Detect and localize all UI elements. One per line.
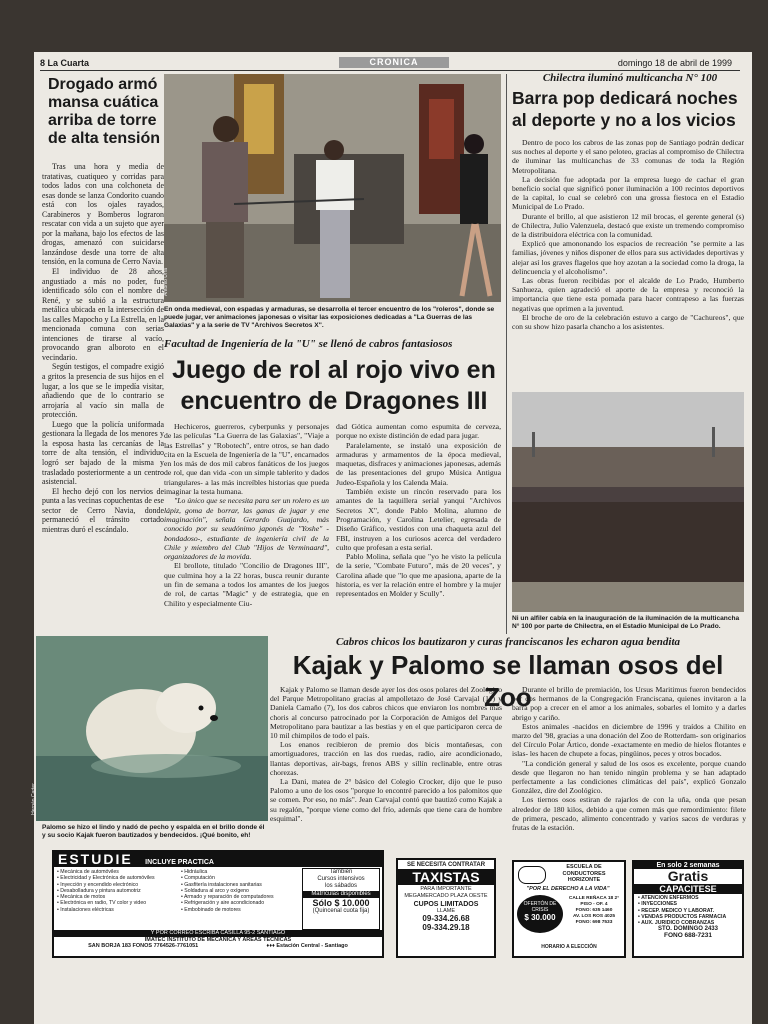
ad-estudie-box-line: También [329, 869, 353, 875]
chilectra-paragraph: Dentro de poco los cabros de las zonas pop de Santiago podrán dedicar sus noches al deporte y el sano peloteo, gracias al compromiso de Chilectra de iluminar las multicanchas de 33 comunas de toda la Región Metropolitana. [512, 138, 744, 175]
osos-col1 [270, 685, 502, 823]
ad-estudie [52, 850, 384, 958]
osos-paragraph: Los tiernos osos estiran de rajarlos de con la uña, onda que pesan alrededor de 180 kilos, debido a que comen más que remordimiento: filete de primera, pescado, alimento concentrado y varios sacos de verduras y frutas de la estación. [512, 795, 746, 833]
left-story-paragraph: El individuo de 28 años, angustiado a más no poder, fue identificado sólo con el nombre de René, y se subió a la estructura metálica ubicada en la intersección de las calles Mapocho y La Estrella, en la mencionada comuna con serias intenciones de tirarse al vacío, provocando gran alboroto en el vecindario. [42, 267, 164, 362]
dragones-paragraph: dad Gótica aumentan como espumita de cerveza, porque no existe distinción de edad para jugar. [336, 422, 501, 441]
ad-estudie-box-line: Sólo $ 10.000 [312, 897, 370, 908]
ad-estudie-item: • Mecánica de motos [57, 894, 106, 901]
ad-horizonte-offer-badge [517, 895, 563, 933]
ad-gratis-item: • ATENCION ENFERMOS [638, 895, 699, 901]
osos-paragraph: Estos animales -nacidos en diciembre de 1996 y traídos a Chilito en marzo del '98, gracias a una donación del Zoo de Rotterdam- son originarios del Círculo Polar Ártico, donde -exactamente en medio de hielos flotantes e islas- les hacen de chupete a focas, pingüinos, peces y otros bocados. [512, 721, 746, 759]
osos-col2 [512, 685, 746, 832]
ad-taxistas [396, 858, 496, 958]
ad-gratis-title: Gratis [667, 868, 709, 884]
ad-horizonte-title: ESCUELA DE CONDUCTORES HORIZONTE [562, 864, 606, 883]
dragones-col1 [164, 422, 329, 608]
medieval-photo-credit: Antonio Urra [163, 267, 170, 297]
ad-gratis-line: En solo 2 semanas [634, 862, 742, 869]
header-rule [40, 70, 740, 71]
ad-horizonte-price: $ 30.000 [524, 913, 556, 922]
ad-gratis-item: • RECEP. MEDICO Y LABORAT. [638, 907, 715, 914]
ad-estudie-item: • Gasfitería instalaciones sanitarias [181, 881, 262, 888]
stadium-crowd-photo [512, 392, 744, 612]
ad-estudie-subtitle: INCLUYE PRACTICA [145, 859, 214, 866]
ad-horizonte-footer: HORARIO A ELECCIÓN [541, 944, 597, 950]
newspaper-page [30, 52, 752, 1024]
ad-horizonte-address: AV. LOS ROS 4025 [572, 914, 616, 919]
ad-estudie-box-line: Cursos intensivos [317, 876, 365, 883]
chilectra-paragraph: Las obras fueron recibidas por el alcalde de Lo Prado, Humberto Sanhueza, quien agradeció el aporte de la empresa y reconoció la importancia que tiene esta pomada para hacer contrapeso a las fuerzas negativas que oprimen a la juventud. [512, 276, 744, 313]
page-header [34, 56, 752, 70]
ad-horizonte-offer: OFERTÓN DE CRISIS [523, 901, 557, 913]
left-story-headline: Drogado armó mansa cuática arriba de torre de alta tensión [48, 76, 161, 147]
ad-estudie-footer: SAN BORJA 183 FONOS 7764526-7761051 [88, 943, 199, 949]
polar-bear-image [36, 636, 268, 821]
dragones-paragraph: "Lo único que se necesita para ser un rolero es un lápiz, goma de borrar, las ganas de jugar y ene imaginación", señala Gerardo Guajardo, más conocido por su seudónimo japonés de "Yoshe" -bondadoso-, estudiante de ingeniería civil de la Chile y miembro del Club "Hijos de Verminaard", organizadores de la movida. [164, 496, 329, 562]
ad-taxistas-phone: 09-334.29.18 [422, 923, 470, 932]
ad-estudie-box [302, 868, 380, 930]
column-divider [506, 74, 507, 634]
dragones-paragraph: También existe un rincón reservado para los amantes de la taquillera serial yanqui "Archivos Secretos X", donde Pablo Molina, alumno de Programación, y Carolina Letelier, egresada de Diseño Gráfico, vestidos con una chaqueta azul del FBI, instruyen a los curiosos acerca del verdadero culto que profesan a esta serial. [336, 487, 501, 552]
ad-taxistas-phone: 09-334.26.68 [422, 914, 470, 923]
ad-gratis-item: • VENDAS PRODUCTOS FARMACIA [638, 913, 727, 920]
dragones-headline: Juego de rol al rojo vivo en encuentro de Dragones III [172, 356, 496, 415]
bear-photo-credit: Hernán Carter [30, 783, 37, 815]
dragones-paragraph: Pablo Molina, señala que "yo he visto la película de la serie, "Combate Futuro", más de 20 veces", y Carolina añade que "lo que me apasiona, aparte de la historia, es ver la relación entre el hombre y la mujer representados en Molder y Scully". [336, 552, 501, 599]
chilectra-body [512, 138, 744, 331]
ad-gratis [632, 860, 744, 958]
ad-gratis-line: CAPACITESE [634, 884, 742, 894]
medieval-photo-caption: En onda medieval, con espadas y armaduras, se desarrolla el tercer encuentro de los "roleros", donde se puede jugar, ver animaciones japonesas o visitar las exposiciones dedicadas a "La Guerras de las Galaxias" y a la serie de TV "Archivos Secretos X". [164, 306, 495, 329]
ad-gratis-phone: FONO 688-7231 [663, 932, 713, 940]
chilectra-paragraph: Explicó que amononando los espacios de recreación "se permite a las familias, jóvenes y niños disponer de ellos para sus actividades deportivas y alejar así los graves flagelos que hoy azotan a la sociedad como la droga, la delincuencia y el alcoholismo". [512, 239, 744, 276]
chilectra-headline: Barra pop dedicará noches al deporte y no a los vicios [512, 88, 738, 130]
ad-estudie-item: • Electricidad y Electrónica de automóviles [57, 875, 155, 882]
ad-taxistas-title: TAXISTAS [398, 869, 494, 885]
osos-paragraph: La Dani, matea de 2° básico del Colegio Crocker, dijo que le puso Palomo a uno de los osos "porque lo encontré parecido a los palomitos que se comen. Por eso, no más". Jean Carvajal contó que bautizó como Kajak a su regalón, "porque viene como del frío, además que tiene cara de hombre esquimal". [270, 777, 502, 823]
ad-estudie-item: • Electrónica en radio, TV color y video [57, 900, 147, 907]
ad-estudie-footer: IMATEC INSTITUTO DE MECANICA Y AREAS TECNICAS [144, 936, 292, 943]
ad-estudie-item: • Soldadura al arco y oxígeno [181, 887, 249, 894]
ad-horizonte-phone: FONO: 635 1460 [575, 908, 613, 913]
ad-estudie-item: • Embobinado de motores [181, 906, 241, 913]
ad-estudie-item: • Hidráulica [181, 869, 208, 875]
ad-horizonte-slogan: "POR EL DERECHO A LA VIDA" [526, 886, 610, 892]
dragones-paragraph: Hechiceros, guerreros, cyberpunks y personajes de las películas "La Guerra de las Galaxias", "Viaje a las Estrellas" y "Robotech", entre otros, se han dado cita en la Escuela de Ingeniería de la "U", encarnados en los más de dos mil cabros fanáticos de los juegos de rol, que dan vida -con un simple tablerito y dados triangulares- a las más increíbles historias que pueda imaginar la testa humana. [164, 422, 329, 497]
ad-estudie-title: ESTUDIE [58, 851, 133, 867]
ad-estudie-item: • Armado y reparación de computadores [181, 894, 274, 901]
osos-paragraph: Durante el brillo de premiación, los Ursus Maritimus fueron bendecidos por dos hermanos de la Congregación Franciscana, quienes invitaron a la barra pop a crecer en el amor a los animales, sobarles el lomito y a darles abrigo y cariño. [512, 685, 746, 722]
medieval-photo [164, 74, 501, 302]
ad-estudie-item: • Desabolladura y pintura automotriz [57, 887, 141, 894]
osos-paragraph: Los enanos recibieron de premio dos bicis montañesas, con amortiguadores, tracción en las dos ruedas, radio, aire acondicionado, llantas deportivas, air-bags, frenos ABS y sillín reclinable, entre otras chorezas. [270, 740, 502, 777]
ad-estudie-footer: ♦♦♦ Estación Central - Santiago [266, 943, 348, 949]
osos-paragraph: Kajak y Palomo se llaman desde ayer los dos osos polares del Zoológico del Parque Metropolitano gracias al ampolletazo de José Carvajal (11) y Daniela Camaño (7), los dos cabros chicos que enviaron los nombres más choris al concurso patrocinado por la Corporación de Amigos del Parque Metropolitano para bautizar a las bestias y en el que participaron cerca de 10 mil chimpilos de todo el país. [270, 685, 502, 741]
ad-taxistas-line: CUPOS LIMITADOS [413, 901, 479, 908]
polar-bear-photo [30, 636, 268, 821]
dragones-paragraph: Paralelamente, se instaló una exposición de armaduras y armamentos de la época medieval, maquetas, disfraces y animaciones japonesas, además de las presentaciones del grupo Música Antigua Judeo-Española y los Calenda Maia. [336, 440, 502, 487]
car-icon [518, 866, 546, 884]
ad-taxistas-line: SE NECESITA CONTRATAR [406, 862, 486, 868]
ad-estudie-box-line: Matrículas disponibles [303, 891, 379, 898]
ad-taxistas-line: LLAME [436, 908, 456, 914]
ad-estudie-item: • Instalaciones eléctricas [57, 906, 114, 913]
ad-horizonte-phone: FONO: 698 7533 [575, 920, 613, 925]
dragones-col2 [336, 422, 501, 599]
section-label: CRONICA [339, 57, 449, 68]
chilectra-kicker: Chilectra iluminó multicancha N° 100 [542, 72, 718, 84]
stadium-photo-caption: Ni un alfiler cabía en la inauguración de la iluminación de la multicancha N° 100 por parte de Chilectra, en el Estadio Municipal de Lo Prado. [512, 615, 740, 630]
left-story-paragraph: Según testigos, el compadre exigió a gritos la presencia de sus hijos en el lugar, a los que se le impedía visitar, añadiendo que de lo contrario se arrojaría al vacío sin malla de protección. [42, 362, 164, 420]
stadium-crowd-image [512, 392, 744, 612]
ad-estudie-box-line: (Quincenal cuota fija) [312, 907, 370, 914]
ad-horizonte [512, 860, 626, 958]
dragones-kicker: Facultad de Ingeniería de la "U" se llenó de cabros fantasiosos [164, 338, 453, 350]
osos-headline: Kajak y Palomo se llaman osos del Zoo [292, 650, 724, 712]
chilectra-paragraph: La decisión fue adoptada por la empresa luego de cachar el gran beneficio social que significó poner iluminación a 100 recintos deportivos de la capital, lo cual se celebró con una grossa fiestoca en el Estadio Municipal de Lo Prado. [512, 174, 744, 212]
page-number: 8 La Cuarta [40, 58, 90, 68]
ad-gratis-item: • INYECCIONES [638, 901, 677, 908]
chilectra-paragraph: Durante el brillo, al que asistieron 12 mil brocas, el gerente general (s) de Chilectra, Julio Valenzuela, destacó que existe un tremendo compromiso de la distribuidora eléctrica con la comunidad. [512, 211, 744, 240]
ad-estudie-item: • Computación [181, 875, 215, 882]
osos-paragraph: "La condición general y salud de los osos es excelente, porque cuando desde que llegaron no han tenido ningún problema y se han adaptado perfectamente a las condiciones climáticas del país", explicó Gonzalo González, dire del Zoológico. [512, 758, 746, 796]
ad-estudie-box-line: los sábados [324, 883, 358, 890]
ad-estudie-footer: Y POR CORREO ESCRIBA CASILLA 95-2 SANTIAGO [54, 930, 382, 937]
ad-estudie-item: • Refrigeración y aire acondicionado [181, 900, 265, 907]
chilectra-paragraph: El broche de oro de la celebración estuvo a cargo de "Cachureos", que con su show hizo pasarla chancho a los asistentes. [512, 312, 744, 332]
ad-taxistas-line: PARA IMPORTANTE MEGAMERCADO PLAZA OESTE [404, 886, 488, 899]
left-story-paragraph: Tras una hora y media de tratativas, cuatiqueo y corridas para todos lados con una colchoneta de esas donde se lanza Condorito cuando está con los ojales rayados, Carabineros y Bomberos lograron rescatar con vida a un sujeto que ayer por la mañana, bajo los efectos de las drogas, amenazó con suicidarse lanzándose desde una torre de alta tensión, en la comuna de Cerro Navia. [42, 162, 164, 267]
left-story-paragraph: Luego que la policía uniformada gestionara la llegada de los menores y la esposa hasta las cercanías de la torre de alta tensión, el individuo logró ser bajado de la misma y trasladado posteriormente a un centro asistencial. [42, 419, 164, 487]
ad-estudie-item: • Mecánica de automóviles [57, 869, 119, 875]
osos-kicker: Cabros chicos los bautizaron y curas franciscanos les echaron agua bendita [335, 636, 681, 648]
issue-date: domingo 18 de abril de 1999 [617, 58, 732, 68]
dragones-paragraph: El brollote, titulado "Concilio de Dragones III", que culmina hoy a la 22 horas, busca reunir durante un fin de semana a todos los amantes de los juegos de rol, de cartas "Magic" y de estrategia, que en Chilito y especialmente Ciu- [164, 561, 329, 608]
left-story-paragraph: El hecho dejó con los nervios de punta a las vecinas copuchentas de ese sector de Cerro Navia, donde permaneció el tránsito cortado mientras duró el escándalo. [42, 486, 164, 534]
ad-horizonte-address: CALLE REÑACA 18 2° PISO - OF. 4 [568, 896, 620, 907]
medieval-photo-image [164, 74, 501, 302]
polar-bear-caption: Palomo se hizo el lindo y nadó de pecho y espalda en el brillo donde él y su socio Kajak fueron bautizados y bendecidos. ¡Qué bonito, eh! [42, 824, 265, 839]
ad-gratis-address: STO. DOMINGO 2433 [658, 926, 718, 933]
ad-gratis-item: • AUX. JURIDICO COBRANZAS [638, 920, 715, 927]
left-story-body [42, 162, 164, 534]
ad-estudie-item: • Inyección y encendido electrónico [57, 881, 139, 888]
